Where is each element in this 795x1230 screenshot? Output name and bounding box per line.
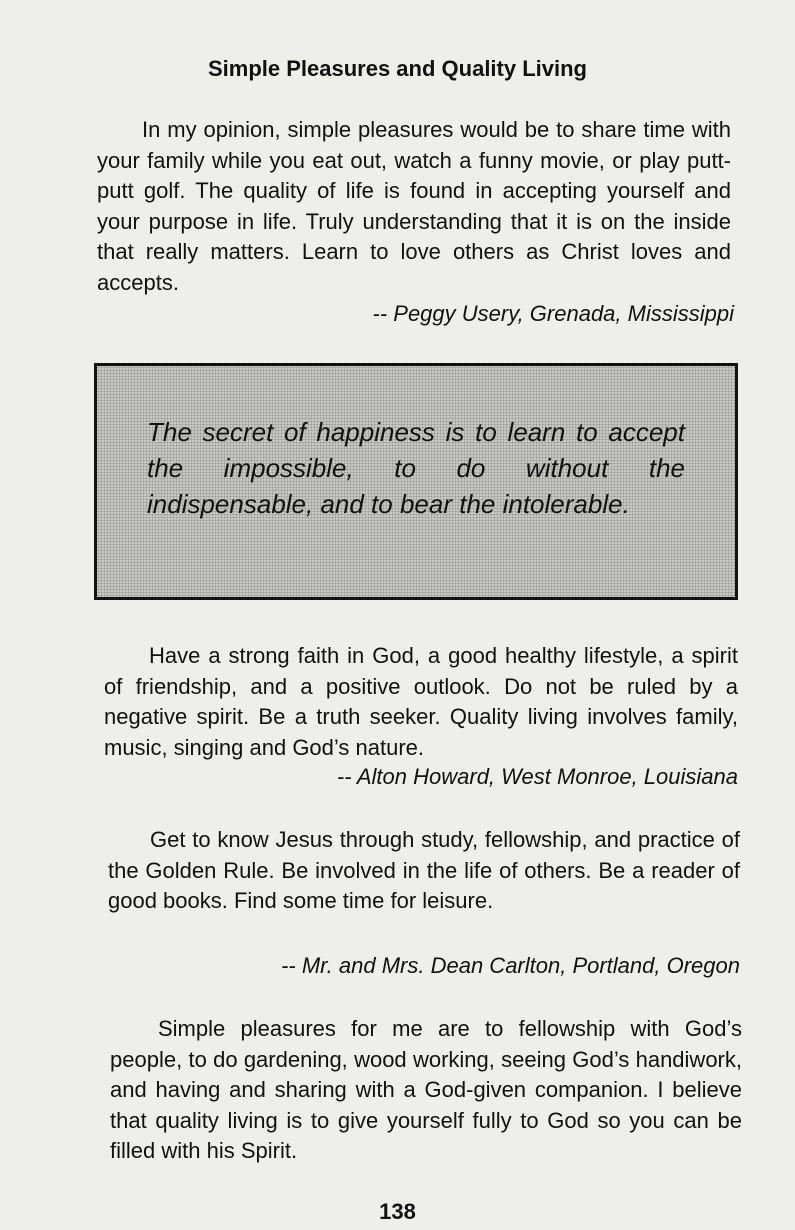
entry-2-attribution: -- Alton Howard, West Monroe, Louisiana <box>336 764 738 789</box>
entry-3-text: Get to know Jesus through study, fellowship, and practice of the Golden Rule. Be involved in the life of others. Be a reader of good books. Find some time for leisure. <box>108 827 740 913</box>
entry-4-text: Simple pleasures for me are to fellowship with God’s people, to do gardening, wood working, seeing God’s handiwork, and having and sharing with a God-given companion. I believe that quality living is to give yourself fully to God so you can be filled with his Spirit. <box>110 1016 742 1163</box>
entry-1-attribution: -- Peggy Usery, Grenada, Mississippi <box>372 301 734 326</box>
quote-text: The secret of happiness is to learn to accept the impossible, to do without the indispensable, and to bear the intolerable. <box>147 417 685 519</box>
quote-box <box>94 363 738 600</box>
entry-3-attribution: -- Mr. and Mrs. Dean Carlton, Portland, Oregon <box>281 953 740 978</box>
page-title: Simple Pleasures and Quality Living <box>207 56 587 81</box>
page-number: 138 <box>379 1199 416 1224</box>
entry-1-text: In my opinion, simple pleasures would be to share time with your family while you eat out, watch a funny movie, or play putt-putt golf. The quality of life is found in accepting yourself and your purpose in life. Truly understanding that it is on the inside that really matters. Learn to love others as Christ loves and accepts. <box>97 117 731 295</box>
entry-2-text: Have a strong faith in God, a good healthy lifestyle, a spirit of friendship, and a positive outlook. Do not be ruled by a negative spirit. Be a truth seeker. Quality living involves family, music, singing and God’s nature. <box>104 643 738 760</box>
